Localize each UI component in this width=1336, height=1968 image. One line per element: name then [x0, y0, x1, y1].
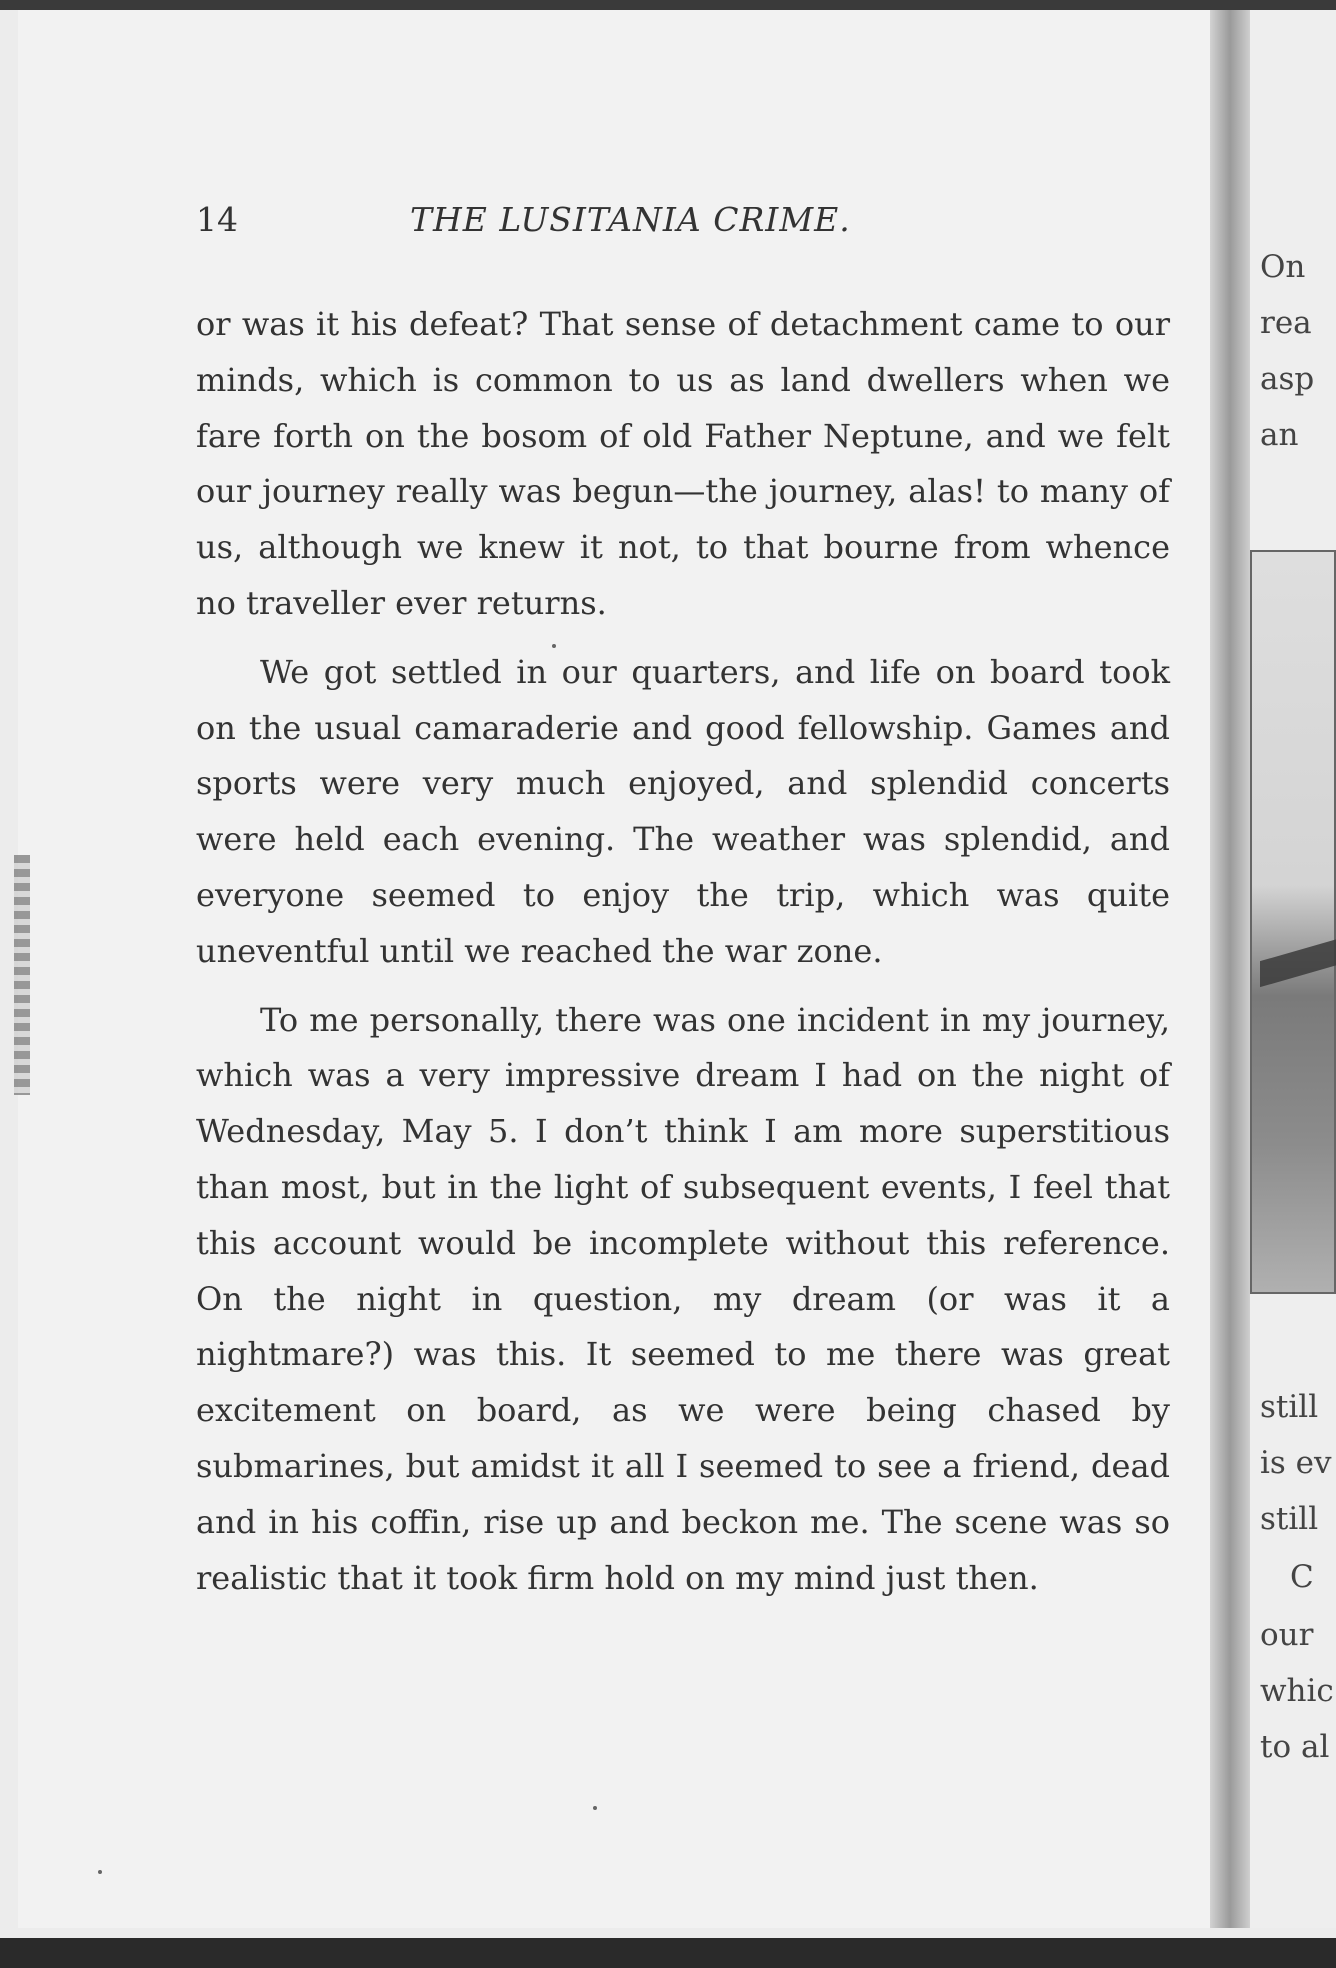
right-page-line: an — [1260, 417, 1299, 453]
scan-dust-speck — [98, 1870, 102, 1874]
right-page-line: C — [1290, 1559, 1314, 1595]
right-page-line: rea — [1260, 305, 1312, 341]
photo-detail-shape — [1260, 939, 1336, 987]
right-page-line: is ev — [1260, 1445, 1332, 1481]
right-page-line: our — [1260, 1617, 1314, 1653]
paragraph-1: or was it his defeat? That sense of detachment came to our minds, which is common to us as land dwellers when we fare forth on the bosom of old Father Neptune, and we felt our journey really was begun—the journey, alas! to many of us, although we knew it not, to that bourne from whence no traveller ever returns. — [196, 305, 1170, 622]
scan-bottom-edge — [0, 1938, 1336, 1968]
right-book-page-fragment — [1250, 10, 1336, 1928]
right-page-line: On — [1260, 249, 1306, 285]
paragraph-3: To me personally, there was one incident in my journey, which was a very impressive dream I had on the night of Wednesday, May 5. I don’t think I am more superstitious than most, but in the light of subsequent events, I feel that this account would be incomplete without this reference. On the night in question, my dream (or was it a nightmare?) was this. It seemed to me there was great excitement on board, as we were being chased by submarines, but amidst it all I seemed to see a friend, dead and in his coffin, rise up and beckon me. The scene was so realistic that it took firm hold on my mind just then. — [196, 1000, 1170, 1597]
right-page-line: asp — [1260, 361, 1315, 397]
right-page-line: to al — [1260, 1729, 1330, 1765]
photograph-fragment — [1250, 550, 1336, 1294]
scan-dust-speck — [593, 1806, 597, 1810]
right-page-line: whic — [1260, 1673, 1334, 1709]
book-spine-shadow — [1210, 10, 1250, 1928]
margin-scan-artifact — [14, 855, 30, 1095]
paragraph-2: We got settled in our quarters, and life on board took on the usual camaraderie and good fellowship. Games and sports were very much enjoyed, and splendid concerts were held each evening. The weather was splendid, and everyone seemed to enjoy the trip, which was quite uneventful until we reached the war zone. — [196, 652, 1170, 970]
page-header — [196, 196, 1166, 246]
page-body-text — [196, 297, 1170, 1619]
page-number: 14 — [196, 200, 238, 239]
scan-top-edge — [0, 0, 1336, 10]
running-title: THE LUSITANIA CRIME. — [410, 200, 851, 239]
scan-dust-speck — [552, 644, 556, 648]
right-page-line: still — [1260, 1501, 1319, 1537]
right-page-line: still — [1260, 1389, 1319, 1425]
